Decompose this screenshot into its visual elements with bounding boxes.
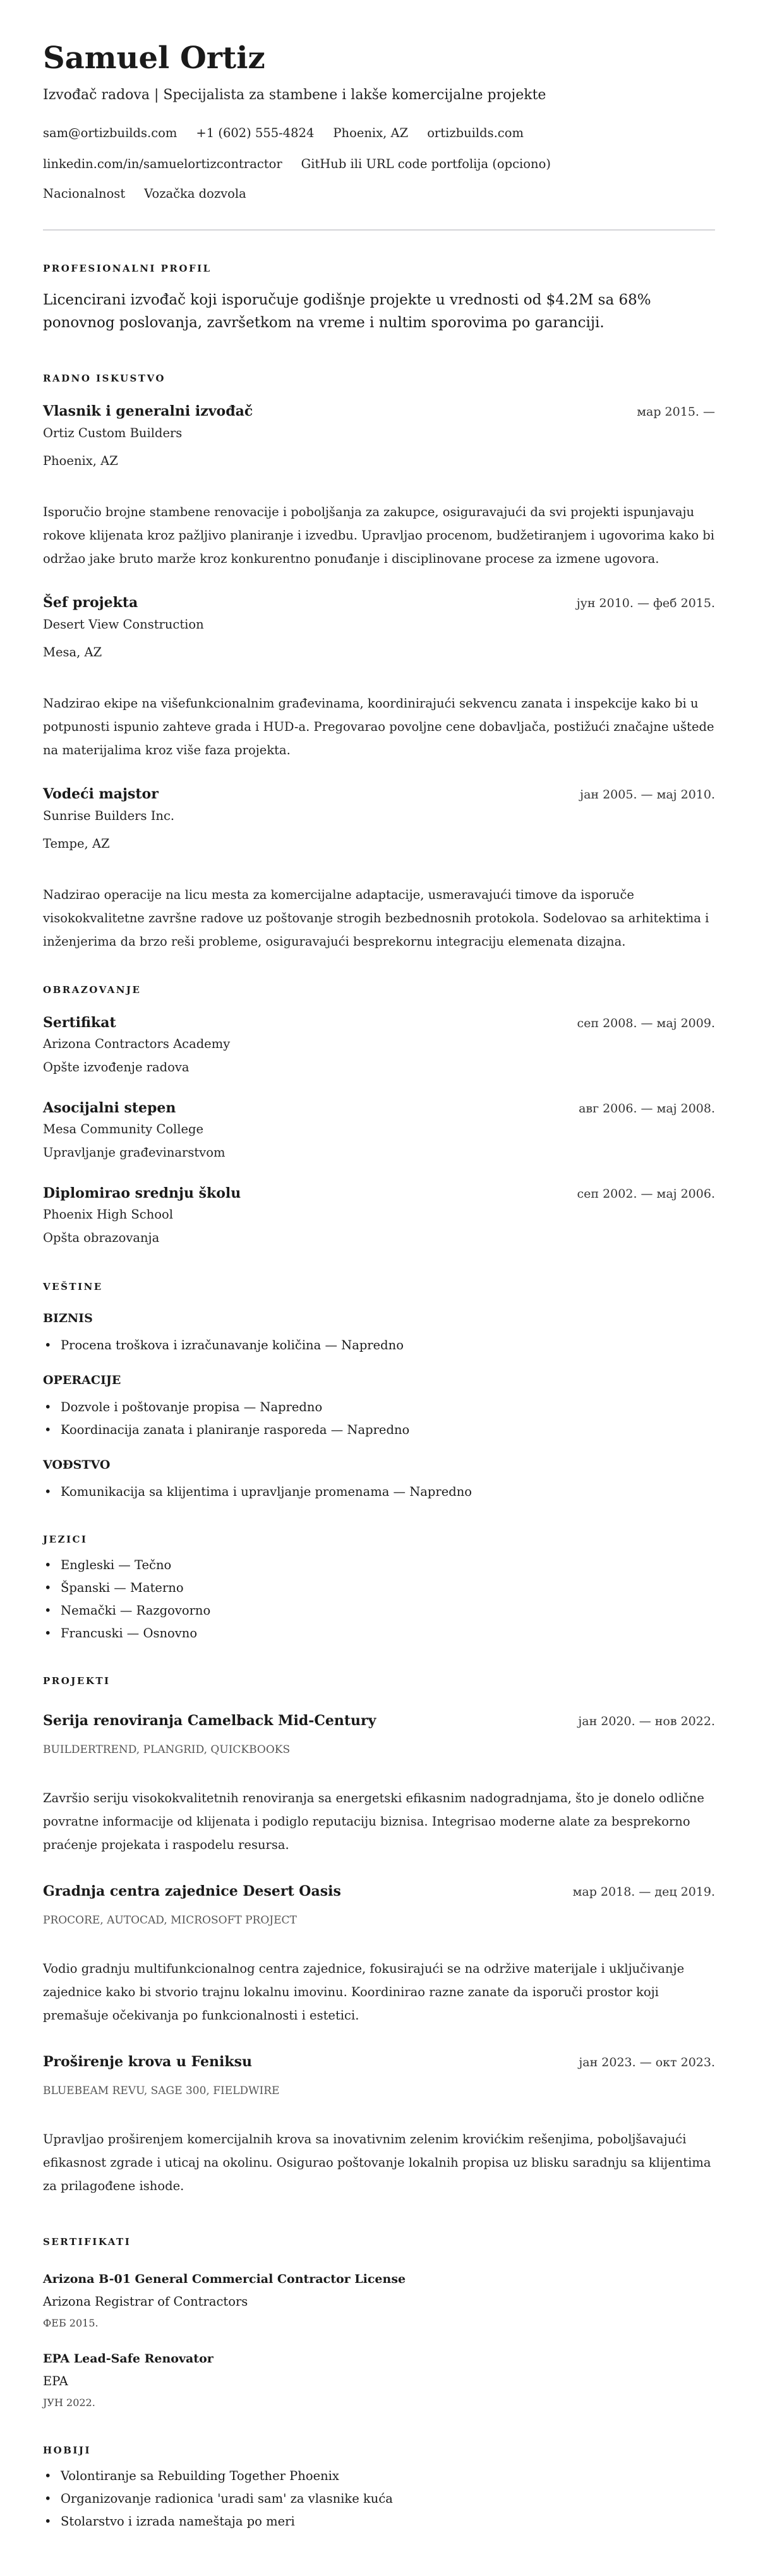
skill-list (43, 1484, 715, 1500)
project-description: Vodio gradnju multifunkcionalnog centra zajednice, fokusirajući se na održive materijale i uključivanje zajednice kako bi stvorio trajnu lokalnu imovinu. Koordinirao razne zanate da isporuči prostor koji premašuje očekivanja po funkcionalnosti i estetici. (43, 1961, 685, 2023)
education-item (43, 1013, 715, 1076)
section-title: VEŠTINE (43, 1281, 103, 1292)
resume-header (43, 38, 715, 231)
job-location: Phoenix, AZ (43, 454, 118, 468)
education-item (43, 1184, 715, 1246)
job-title: Vodeći majstor (43, 786, 159, 802)
company: Ortiz Custom Builders (43, 426, 183, 440)
skill-category: VOĐSTVO (43, 1458, 111, 1472)
institution: Mesa Community College (43, 1122, 204, 1136)
nationality: Nacionalnost (43, 186, 126, 201)
skill-list (43, 1399, 715, 1438)
contact-row (43, 185, 715, 203)
degree: Asocijalni stepen (43, 1100, 176, 1116)
hobby-item: • Stolarstvo i izrada nameštaja po meri (43, 2513, 715, 2530)
project-tech: BLUEBEAM REVU, SAGE 300, FIELDWIRE (43, 2085, 280, 2097)
job-description: Nadzirao operacije na licu mesta za komercijalne adaptacije, usmeravajući timove da isporuče visokokvalitetne završne radove uz poštovanje strogih bezbednosnih protokola. Sodelovao sa arhitektima i inženjerima da brzo reši probleme, osiguravajući besprekornu integraciju elemenata dizajna. (43, 888, 709, 949)
project-item (43, 1711, 715, 1857)
section-title: OBRAZOVANJE (43, 984, 141, 996)
certificate-issuer: Arizona Registrar of Contractors (43, 2294, 248, 2309)
profile-section (43, 262, 715, 334)
certificate-item (43, 2271, 715, 2330)
job-date: јун 2010. — феб 2015. (576, 596, 715, 610)
job-date: мар 2015. — (637, 405, 715, 419)
field-of-study: Upravljanje građevinarstvom (43, 1145, 226, 1160)
certificate-date: ЈУН 2022. (43, 2397, 95, 2409)
contact-row (43, 155, 715, 173)
hobby-item: • Organizovanje radionica 'uradi sam' za vlasnike kuća (43, 2491, 715, 2507)
certificate-name: EPA Lead-Safe Renovator (43, 2352, 214, 2366)
experience-item (43, 593, 715, 762)
degree: Sertifikat (43, 1014, 116, 1031)
job-date: јан 2005. — мај 2010. (580, 788, 715, 802)
hobby-item: • Volontiranje sa Rebuilding Together Phoenix (43, 2468, 715, 2484)
certificate-issuer: EPA (43, 2374, 68, 2388)
certificate-item (43, 2350, 715, 2410)
job-description: Nadzirao ekipe na višefunkcionalnim građevinama, koordinirajući sekvencu zanata i inspekcije kako bi u potpunosti ispunio zahteve grada i HUD-a. Pregovarao povoljne cene dobavljača, postižući značajne uštede na materijalima kroz više faza projekta. (43, 696, 714, 757)
language-item: • Nemački — Razgovorno (43, 1603, 715, 1619)
phone: +1 (602) 555-4824 (196, 126, 315, 140)
section-title: PROJEKTI (43, 1675, 111, 1687)
language-list (43, 1557, 715, 1642)
project-item (43, 2052, 715, 2198)
certificate-date: ФЕБ 2015. (43, 2317, 99, 2329)
project-description: Upravljao proširenjem komercijalnih krova sa inovativnim zelenim krovićkim rešenjima, poboljšavajući efikasnost zgrade i uticaj na okolinu. Osigurao poštovanje lokalnih propisa uz blisku saradnju sa klijentima za prilagođene ishode. (43, 2132, 711, 2193)
project-date: јан 2023. — окт 2023. (579, 2055, 715, 2069)
hobbies-section (43, 2444, 715, 2530)
education-date: сеп 2002. — мај 2006. (577, 1187, 715, 1201)
languages-section (43, 1533, 715, 1642)
project-date: мар 2018. — дец 2019. (572, 1885, 715, 1899)
hobby-list (43, 2468, 715, 2530)
section-title: JEZICI (43, 1534, 88, 1545)
experience-section (43, 372, 715, 953)
email-link[interactable]: sam@ortizbuilds.com (43, 126, 177, 140)
skill-list (43, 1337, 715, 1354)
projects-section (43, 1675, 715, 2198)
job-location: Tempe, AZ (43, 836, 110, 851)
company: Sunrise Builders Inc. (43, 809, 175, 823)
education-date: авг 2006. — мај 2008. (579, 1102, 715, 1116)
education-item (43, 1098, 715, 1161)
field-of-study: Opšte izvođenje radova (43, 1060, 190, 1074)
education-date: сеп 2008. — мај 2009. (577, 1016, 715, 1030)
location: Phoenix, AZ (333, 126, 409, 140)
experience-item (43, 402, 715, 570)
profile-summary: Licencirani izvođač koji isporučuje godišnje projekte u vrednosti od $4.2M sa 68% ponovnog poslovanja, završetkom na vreme i nultim sporovima po garanciji. (43, 292, 651, 331)
section-title: PROFESIONALNI PROFIL (43, 263, 212, 274)
project-tech: BUILDERTREND, PLANGRID, QUICKBOOKS (43, 1743, 291, 1756)
institution: Arizona Contractors Academy (43, 1037, 231, 1051)
degree: Diplomirao srednju školu (43, 1185, 241, 1201)
section-title: HOBIJI (43, 2445, 92, 2456)
project-tech: PROCORE, AUTOCAD, MICROSOFT PROJECT (43, 1914, 297, 1927)
skill-item: • Komunikacija sa klijentima i upravljanje promenama — Napredno (43, 1484, 715, 1500)
header-divider (43, 229, 715, 231)
skill-category: OPERACIJE (43, 1373, 121, 1387)
skills-section (43, 1280, 715, 1500)
linkedin-link[interactable]: linkedin.com/in/samuelortizcontractor (43, 157, 282, 171)
project-item (43, 1882, 715, 2027)
field-of-study: Opšta obrazovanja (43, 1231, 160, 1245)
skill-item: • Dozvole i poštovanje propisa — Napredno (43, 1399, 715, 1416)
education-section (43, 984, 715, 1246)
drivers-license: Vozačka dozvola (144, 186, 246, 201)
job-title: Vlasnik i generalni izvođač (43, 403, 253, 419)
language-item: • Španski — Materno (43, 1580, 715, 1596)
institution: Phoenix High School (43, 1207, 173, 1222)
job-title: Šef projekta (43, 594, 138, 611)
skill-category: BIZNIS (43, 1311, 93, 1325)
language-item: • Francuski — Osnovno (43, 1625, 715, 1642)
experience-item (43, 785, 715, 953)
project-title: Serija renoviranja Camelback Mid-Century (43, 1712, 376, 1729)
company: Desert View Construction (43, 617, 204, 632)
certificate-name: Arizona B-01 General Commercial Contractor License (43, 2272, 406, 2286)
project-description: Završio seriju visokokvalitetnih renoviranja sa energetski efikasnim nadogradnjama, što je donelo odlične povratne informacije od klijenata i podiglo reputaciju biznisa. Integrisao moderne alate za besprekorno praćenje projekata i raspodelu resursa. (43, 1791, 704, 1852)
project-date: јан 2020. — нов 2022. (578, 1714, 715, 1728)
project-title: Proširenje krova u Feniksu (43, 2054, 252, 2070)
language-item: • Engleski — Tečno (43, 1557, 715, 1574)
project-title: Gradnja centra zajednice Desert Oasis (43, 1883, 341, 1899)
skill-item: • Koordinacija zanata i planiranje rasporeda — Napredno (43, 1422, 715, 1438)
candidate-name: Samuel Ortiz (43, 40, 265, 76)
contact-row (43, 124, 715, 142)
section-title: RADNO ISKUSTVO (43, 373, 165, 384)
certificates-section (43, 2236, 715, 2410)
section-title: SERTIFIKATI (43, 2236, 131, 2248)
portfolio-link[interactable]: GitHub ili URL code portfolija (opciono) (301, 157, 551, 171)
job-location: Mesa, AZ (43, 645, 102, 659)
headline: Izvođač radova | Specijalista za stambene i lakše komercijalne projekte (43, 87, 546, 103)
website-link[interactable]: ortizbuilds.com (427, 126, 524, 140)
job-description: Isporučio brojne stambene renovacije i poboljšanja za zakupce, osiguravajući da svi projekti ispunjavaju rokove klijenata kroz pažljivo planiranje i izvedbu. Upravljao procenom, budžetiranjem i ugovorima kako bi održao jake bruto marže kroz konkurentno ponuđanje i disciplinovane procese za izmene ugovora. (43, 505, 715, 566)
skill-item: • Procena troškova i izračunavanje količina — Napredno (43, 1337, 715, 1354)
